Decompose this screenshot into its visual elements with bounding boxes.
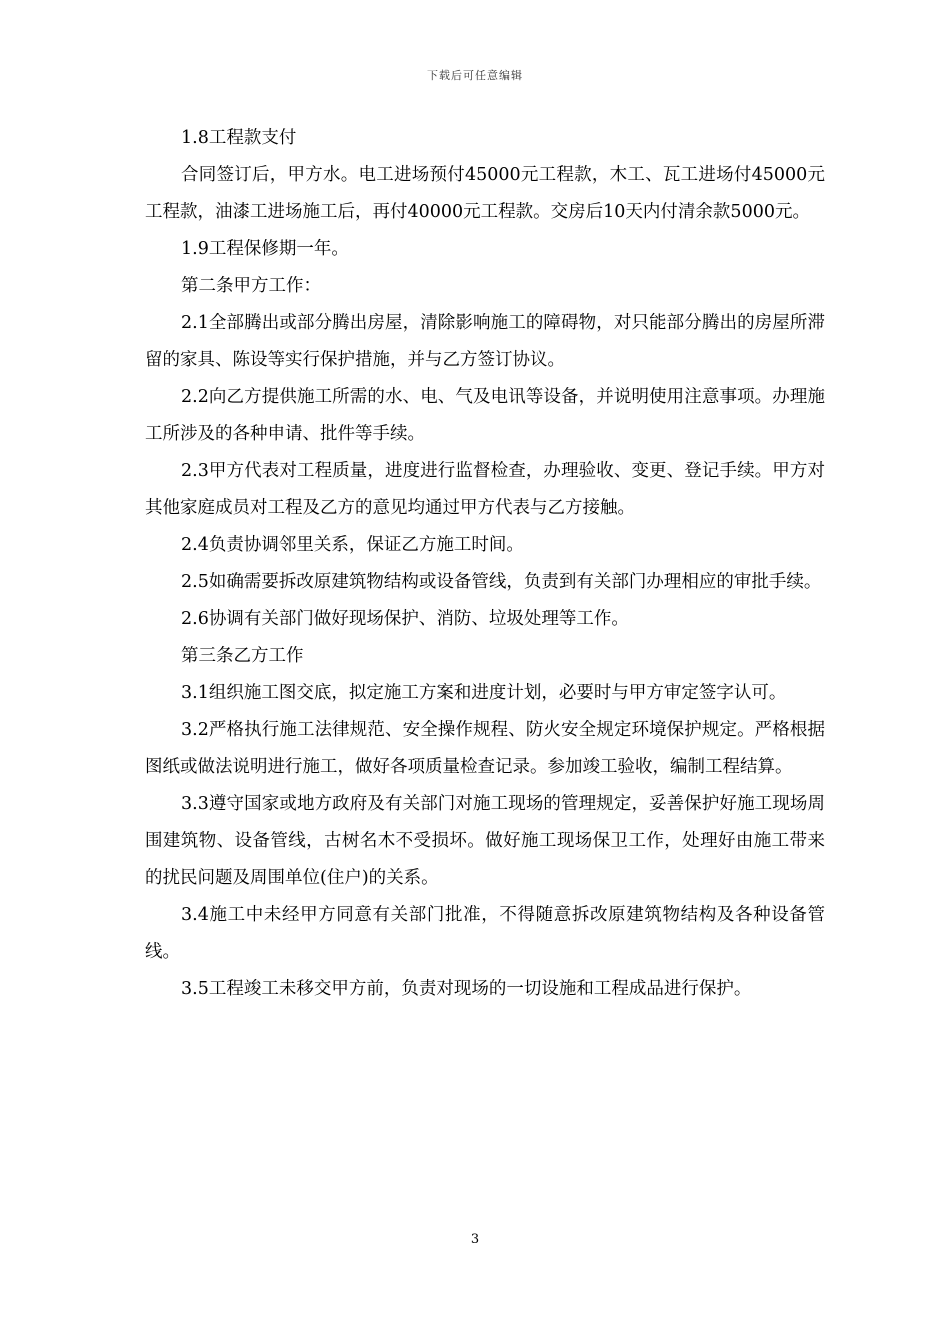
paragraph-1-8: 1.8工程款支付	[181, 128, 297, 148]
paragraph-3-1: 3.1组织施工图交底，拟定施工方案和进度计划，必要时与甲方审定签字认可。	[181, 683, 787, 703]
paragraph-2-2: 2.2向乙方提供施工所需的水、电、气及电讯等设备，并说明使用注意事项。办理施工所涉及的各种申请、批件等手续。	[145, 387, 825, 444]
paragraph-3-4: 3.4施工中未经甲方同意有关部门批准，不得随意拆改原建筑物结构及各种设备管线。	[145, 905, 825, 962]
paragraph-3-2: 3.2严格执行施工法律规范、安全操作规程、防火安全规定环境保护规定。严格根据图纸或做法说明进行施工，做好各项质量检查记录。参加竣工验收，编制工程结算。	[145, 720, 825, 777]
page-header: 下载后可任意编辑	[427, 69, 523, 82]
section-heading-article-3: 第三条乙方工作	[181, 646, 304, 666]
paragraph-2-6: 2.6协调有关部门做好现场保护、消防、垃圾处理等工作。	[181, 609, 629, 629]
paragraph-2-5: 2.5如确需要拆改原建筑物结构或设备管线，负责到有关部门办理相应的审批手续。	[181, 572, 822, 592]
paragraph-3-5: 3.5工程竣工未移交甲方前，负责对现场的一切设施和工程成品进行保护。	[181, 979, 752, 999]
paragraph-2-1: 2.1全部腾出或部分腾出房屋，清除影响施工的障碍物，对只能部分腾出的房屋所滞留的家具、陈设等实行保护措施，并与乙方签订协议。	[145, 313, 825, 370]
section-heading-article-2: 第二条甲方工作：	[181, 276, 321, 296]
paragraph-2-3: 2.3甲方代表对工程质量，进度进行监督检查，办理验收、变更、登记手续。甲方对其他家庭成员对工程及乙方的意见均通过甲方代表与乙方接触。	[145, 461, 825, 518]
paragraph-3-3: 3.3遵守国家或地方政府及有关部门对施工现场的管理规定，妥善保护好施工现场周围建筑物、设备管线，古树名木不受损坏。做好施工现场保卫工作，处理好由施工带来的扰民问题及周围单位(住户)的关系。	[145, 794, 825, 888]
paragraph-2-4: 2.4负责协调邻里关系，保证乙方施工时间。	[181, 535, 524, 555]
page-number: 3	[470, 1232, 480, 1247]
paragraph-1-9: 1.9工程保修期一年。	[181, 239, 349, 259]
paragraph-payment-terms: 合同签订后，甲方水。电工进场预付45000元工程款，木工、瓦工进场付45000元工程款，油漆工进场施工后，再付40000元工程款。交房后10天内付清余款5000元。	[145, 165, 825, 222]
document-body	[145, 120, 825, 1008]
